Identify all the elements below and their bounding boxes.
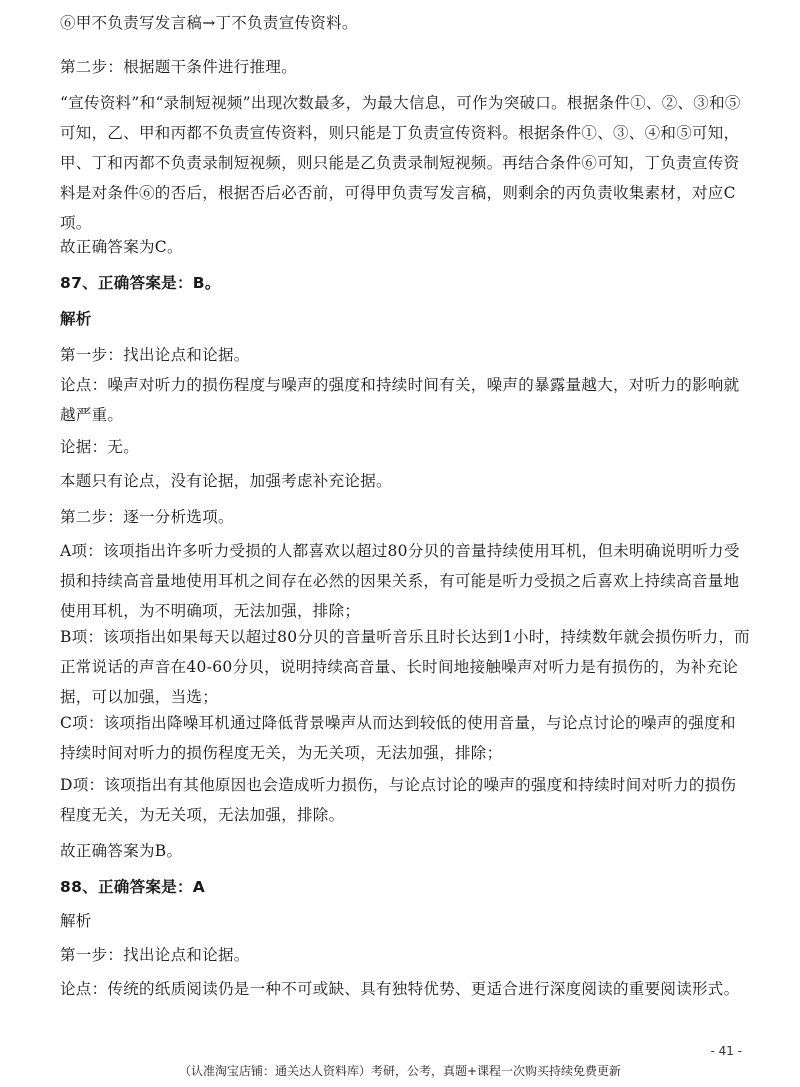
analysis-heading: 解析 — [60, 912, 92, 930]
step-heading: 第二步：根据题干条件进行推理。 — [60, 58, 298, 76]
answer-line: 故正确答案为B。 — [60, 842, 183, 860]
evidence-line: 论据：无。 — [60, 438, 140, 456]
reasoning-paragraph: “宣传资料”和“录制短视频”出现次数最多，为最大信息，可作为突破口。根据条件①、②、③和⑤可知，乙、甲和丙都不负责宣传资料，则只能是丁负责宣传资料。根据条件①、③、④和⑤可知，甲、丁和丙都不负责录制短视频，则只能是乙负责录制短视频。再结合条件⑥可知，丁负责宣传资料是对条件⑥的否后，根据否后必否前，可得甲负责写发言稿，则剩余的丙负责收集素材，对应C项。 — [60, 94, 741, 232]
answer-line: 故正确答案为C。 — [60, 238, 183, 256]
footer-note: （认准淘宝店铺：通关达人资料库）考研，公考，真题+课程一次购买持续免费更新 — [178, 1064, 622, 1078]
text-line: 本题只有论点，没有论据，加强考虑补充论据。 — [60, 472, 392, 490]
analysis-heading: 解析 — [60, 310, 92, 328]
question-88-answer-heading: 88、正确答案是：A — [60, 878, 206, 896]
option-b-paragraph: B项：该项指出如果每天以超过80分贝的音量听音乐且时长达到1小时，持续数年就会损伤听力，而正常说话的声音在40-60分贝，说明持续高音量、长时间地接触噪声对听力是有损伤的，为补充论据，可以加强，当选； — [60, 628, 750, 706]
argument-paragraph: 论点：噪声对听力的损伤程度与噪声的强度和持续时间有关，噪声的暴露量越大，对听力的影响就越严重。 — [60, 376, 740, 424]
question-87-answer-heading: 87、正确答案是：B。 — [60, 274, 221, 292]
page-number: - 41 - — [710, 1044, 742, 1058]
text-line: ⑥甲不负责写发言稿→丁不负责宣传资料。 — [60, 14, 358, 32]
step-heading: 第二步：逐一分析选项。 — [60, 508, 234, 526]
option-d-paragraph: D项：该项指出有其他原因也会造成听力损伤，与论点讨论的噪声的强度和持续时间对听力的损伤程度无关，为无关项，无法加强，排除。 — [60, 776, 737, 824]
step-heading: 第一步：找出论点和论据。 — [60, 946, 250, 964]
step-heading: 第一步：找出论点和论据。 — [60, 346, 250, 364]
argument-paragraph: 论点：传统的纸质阅读仍是一种不可或缺、具有独特优势、更适合进行深度阅读的重要阅读形式。 — [60, 980, 740, 998]
option-a-paragraph: A项：该项指出许多听力受损的人都喜欢以超过80分贝的音量持续使用耳机，但未明确说明听力受损和持续高音量地使用耳机之间存在必然的因果关系，有可能是听力受损之后喜欢上持续高音量地使用耳机，为不明确项，无法加强，排除； — [60, 542, 740, 620]
option-c-paragraph: C项：该项指出降噪耳机通过降低背景噪声从而达到较低的使用音量，与论点讨论的噪声的强度和持续时间对听力的损伤程度无关，为无关项，无法加强，排除； — [60, 714, 736, 762]
